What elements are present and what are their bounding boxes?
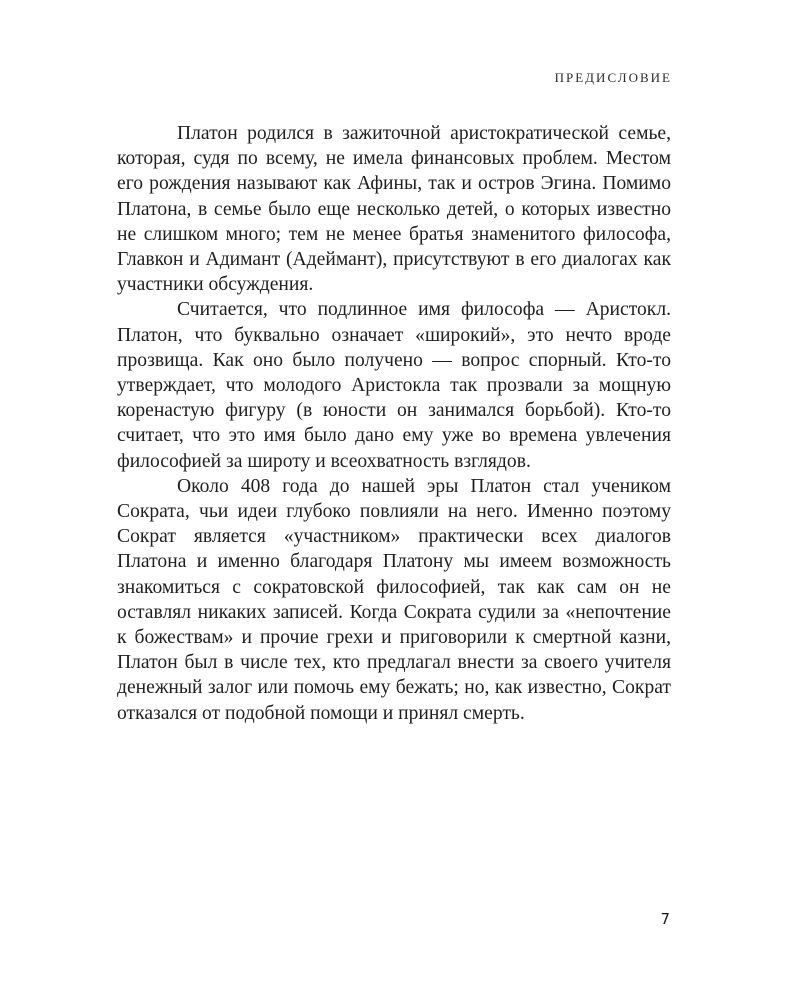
paragraph-1: Платон родился в зажиточной аристократической семье, которая, судя по всему, не имела финансовых проблем. Местом его рождения называют как Афины, так и остров Эгина. Помимо Платона, в семье было еще несколько детей, о которых известно не слишком много; тем не менее братья знаменитого философа, Главкон и Адимант (Адеймант), присутствуют в его диалогах как участники обсуждения. (117, 123, 671, 296)
paragraph-3: Около 408 года до нашей эры Платон стал учеником Сократа, чьи идеи глубоко повлияли на него. Именно поэтому Сократ является «участником» практически всех диалогов Платона и именно благодаря Платону мы имеем возможность знакомиться с сократовской философией, так как сам он не оставлял никаких записей. Когда Сократа судили за «непочтение к божествам» и прочие грехи и приговорили к смертной казни, Платон был в числе тех, кто предлагал внести за своего учителя денежный залог или помочь ему бежать; но, как известно, Сократ отказался от подобной помощи и принял смерть. (117, 475, 671, 724)
paragraph-2: Считается, что подлинное имя философа — Аристокл. Платон, что буквально означает «широкий», это нечто вроде прозвища. Как оно было получено — вопрос спорный. Кто-то утверждает, что молодого Аристокла так прозвали за мощную коренастую фигуру (в юности он занимался борьбой). Кто-то считает, что это имя было дано ему уже во времена увлечения философией за широту и всеохватность взглядов. (117, 299, 671, 472)
running-header: ПРЕДИСЛОВИЕ (554, 70, 672, 85)
page-number: 7 (660, 910, 670, 928)
body-text (117, 121, 671, 726)
